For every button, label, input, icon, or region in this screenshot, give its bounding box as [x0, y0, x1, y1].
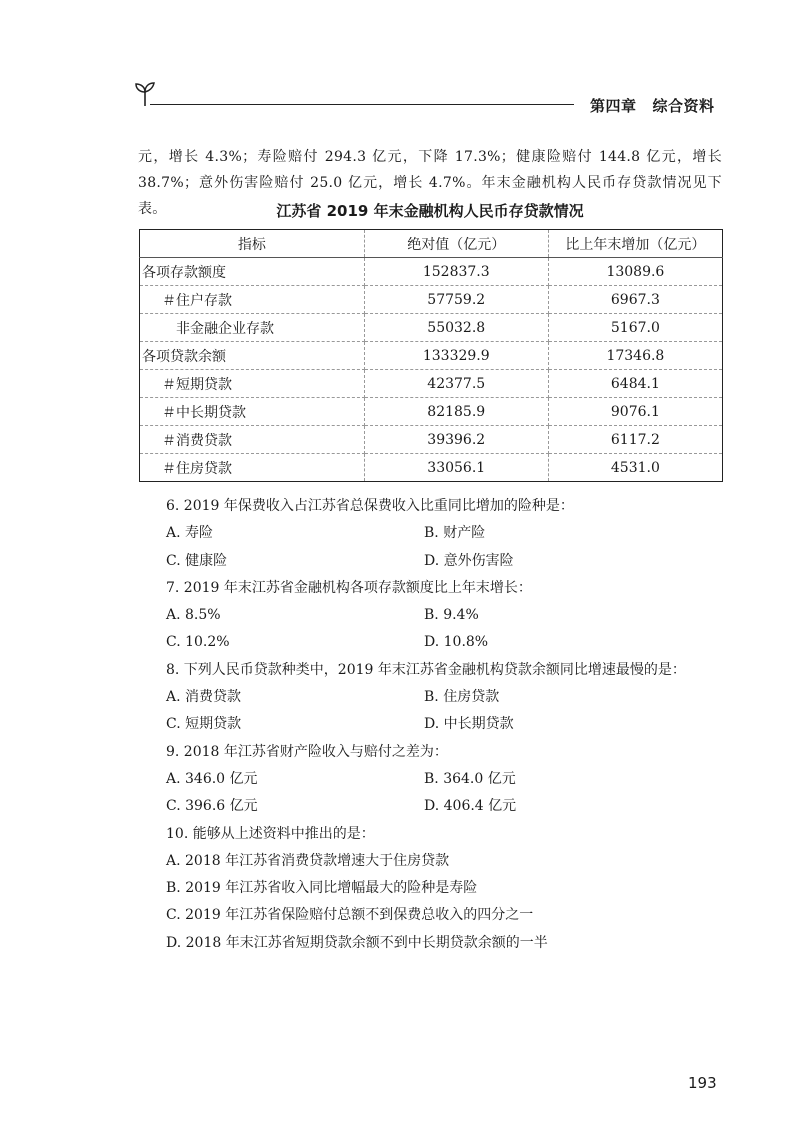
deposit-loan-table — [139, 229, 723, 482]
option-a: A. 8.5% — [166, 607, 221, 624]
table-row — [140, 426, 723, 454]
row-value: 152837.3 — [364, 258, 548, 286]
row-increase: 6117.2 — [548, 426, 722, 454]
row-value: 42377.5 — [364, 370, 548, 398]
option-row — [166, 711, 726, 738]
option-c: C. 短期贷款 — [166, 716, 242, 733]
row-value: 57759.2 — [364, 286, 548, 314]
question-8 — [166, 657, 726, 739]
column-header-indicator: 指标 — [140, 230, 365, 258]
option-b: B. 住房贷款 — [424, 689, 500, 706]
option-b: B. 财产险 — [424, 525, 486, 542]
option-a: A. 消费贷款 — [166, 689, 242, 706]
option-row — [166, 766, 726, 793]
question-section — [166, 493, 726, 957]
table-row — [140, 342, 723, 370]
row-increase: 5167.0 — [548, 314, 722, 342]
option-row — [166, 684, 726, 711]
row-value: 39396.2 — [364, 426, 548, 454]
row-increase: 9076.1 — [548, 398, 722, 426]
row-label: 各项贷款余额 — [140, 342, 365, 370]
option-d: D. 2018 年末江苏省短期贷款余额不到中长期贷款余额的一半 — [166, 934, 548, 951]
table-row — [140, 454, 723, 482]
table-row — [140, 314, 723, 342]
chapter-label: 第四章 — [590, 97, 637, 115]
running-header — [590, 95, 715, 116]
option-c: C. 2019 年江苏省保险赔付总额不到保费总收入的四分之一 — [166, 907, 534, 924]
table-row — [140, 398, 723, 426]
option-row — [166, 548, 726, 575]
option-d: D. 意外伤害险 — [424, 552, 514, 569]
option-d: D. 10.8% — [424, 634, 489, 651]
option-a: A. 2018 年江苏省消费贷款增速大于住房贷款 — [166, 852, 450, 869]
question-stem: 9. 2018 年江苏省财产险收入与赔付之差为： — [166, 743, 448, 760]
option-c: C. 10.2% — [166, 634, 230, 651]
option-b: B. 2019 年江苏省收入同比增幅最大的险种是寿险 — [166, 880, 478, 897]
option-a: A. 寿险 — [166, 525, 214, 542]
section-label: 综合资料 — [652, 97, 715, 115]
page-number: 193 — [688, 1074, 717, 1092]
option-row — [166, 520, 726, 547]
option-c: C. 396.6 亿元 — [166, 798, 258, 815]
question-6 — [166, 493, 726, 575]
row-increase: 6484.1 — [548, 370, 722, 398]
row-label: ＃中长期贷款 — [140, 398, 365, 426]
row-label: ＃住房贷款 — [140, 454, 365, 482]
option-c: C. 健康险 — [166, 552, 228, 569]
table-row — [140, 286, 723, 314]
row-value: 82185.9 — [364, 398, 548, 426]
table-title: 江苏省 2019 年末金融机构人民币存贷款情况 — [276, 202, 584, 220]
question-9 — [166, 739, 726, 821]
option-row — [166, 602, 726, 629]
column-header-value: 绝对值（亿元） — [364, 230, 548, 258]
row-increase: 17346.8 — [548, 342, 722, 370]
row-label: ＃短期贷款 — [140, 370, 365, 398]
body-paragraph: 元，增长 4.3%；寿险赔付 294.3 亿元，下降 17.3%；健康险赔付 144.8 亿元，增长 38.7%；意外伤害险赔付 25.0 亿元，增长 4.7%。年末金融机构人民币存贷款情况见下表。 — [138, 149, 722, 217]
option-row — [166, 629, 726, 656]
question-stem: 8. 下列人民币贷款种类中，2019 年末江苏省金融机构贷款余额同比增速最慢的是： — [166, 661, 686, 678]
question-stem: 10. 能够从上述资料中推出的是： — [166, 825, 375, 842]
option-a: A. 346.0 亿元 — [166, 770, 258, 787]
option-row — [166, 793, 726, 820]
column-header-increase: 比上年末增加（亿元） — [548, 230, 722, 258]
row-label: ＃消费贷款 — [140, 426, 365, 454]
row-increase: 13089.6 — [548, 258, 722, 286]
header-rule — [150, 104, 574, 105]
question-stem: 7. 2019 年末江苏省金融机构各项存款额度比上年末增长： — [166, 579, 532, 596]
row-value: 55032.8 — [364, 314, 548, 342]
table-row — [140, 370, 723, 398]
table-header-row — [140, 230, 723, 258]
table-row — [140, 258, 723, 286]
row-value: 133329.9 — [364, 342, 548, 370]
row-label: 各项存款额度 — [140, 258, 365, 286]
row-label: 非金融企业存款 — [140, 314, 365, 342]
option-b: B. 364.0 亿元 — [424, 770, 516, 787]
row-label: ＃住户存款 — [140, 286, 365, 314]
question-10 — [166, 821, 726, 957]
option-b: B. 9.4% — [424, 607, 479, 624]
row-increase: 6967.3 — [548, 286, 722, 314]
option-d: D. 406.4 亿元 — [424, 798, 517, 815]
row-value: 33056.1 — [364, 454, 548, 482]
question-stem: 6. 2019 年保费收入占江苏省总保费收入比重同比增加的险种是： — [166, 498, 574, 514]
row-increase: 4531.0 — [548, 454, 722, 482]
question-7 — [166, 575, 726, 657]
option-d: D. 中长期贷款 — [424, 716, 514, 733]
